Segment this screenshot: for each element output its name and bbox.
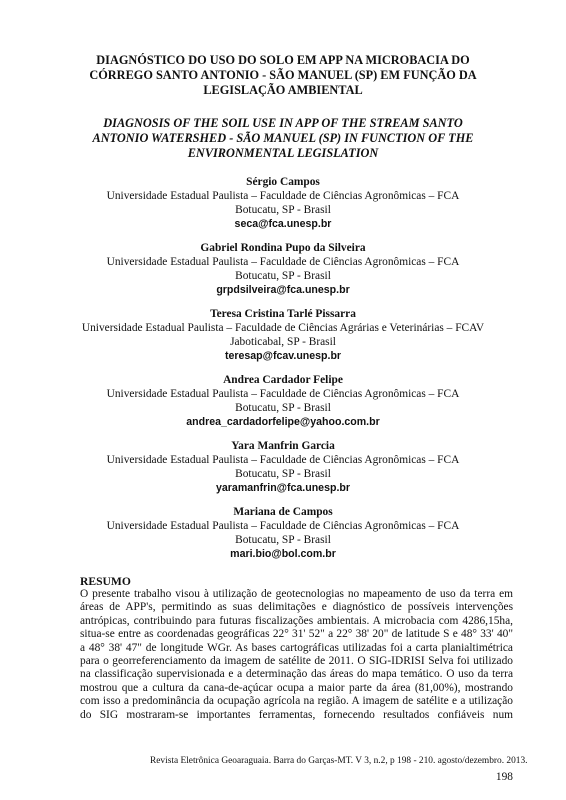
author-name: Yara Manfrin Garcia [231,440,335,452]
author-block [60,439,506,505]
abstract-line: do SIG mostraram-se importantes ferramentas, fornecendo resultados confiáveis num [80,708,513,721]
title-pt-line: DIAGNÓSTICO DO USO DO SOLO EM APP NA MICROBACIA DO [96,53,470,67]
abstract-body [80,588,513,722]
author-affiliation: Universidade Estadual Paulista – Faculdade de Ciências Agronômicas – FCA [106,520,460,532]
author-location: Botucatu, SP - Brasil [235,204,331,216]
author-block [60,373,506,439]
author-name: Andrea Cardador Felipe [223,374,343,386]
author-name: Sérgio Campos [246,176,320,188]
page-number: 198 [495,771,513,783]
author-block [60,307,506,373]
title-en-line: ANTONIO WATERSHED - SÃO MANUEL (SP) IN FUNCTION OF THE [92,131,474,145]
author-location: Jaboticabal, SP - Brasil [230,336,336,348]
author-name: Mariana de Campos [233,506,333,518]
author-name: Gabriel Rondina Pupo da Silveira [200,242,366,254]
title-pt-line: CÓRREGO SANTO ANTONIO - SÃO MANUEL (SP) EM FUNÇÃO DA [89,68,477,82]
author-affiliation: Universidade Estadual Paulista – Faculdade de Ciências Agrárias e Veterinárias – FCAV [81,322,485,334]
abstract-line: com isso a predominância da ocupação agrícola na região. A imagem de satélite e a utilização [80,695,513,708]
author-affiliation: Universidade Estadual Paulista – Faculdade de Ciências Agronômicas – FCA [106,190,460,202]
title-english [80,116,486,161]
author-location: Botucatu, SP - Brasil [235,534,331,546]
author-list [60,175,506,571]
author-block [60,505,506,571]
author-affiliation: Universidade Estadual Paulista – Faculdade de Ciências Agronômicas – FCA [106,388,460,400]
author-email: andrea_cardadorfelipe@yahoo.com.br [186,416,380,428]
author-location: Botucatu, SP - Brasil [235,402,331,414]
abstract-heading: RESUMO [80,575,131,588]
author-name: Teresa Cristina Tarlé Pissarra [210,308,356,320]
abstract-line: O presente trabalho visou à utilização de geotecnologias no mapeamento de uso da terra em [80,588,513,600]
author-block [60,175,506,241]
author-location: Botucatu, SP - Brasil [235,270,331,282]
abstract-line: situa-se entre as coordenadas geográficas 22° 31' 52" a 22° 38' 20" de latitude S e 48° 33' 40" [80,628,513,641]
author-location: Botucatu, SP - Brasil [235,468,331,480]
abstract-line: mostrou que a cultura da cana-de-açúcar ocupa a maior parte da área (81,00%), mostrando [80,681,513,694]
author-affiliation: Universidade Estadual Paulista – Faculdade de Ciências Agronômicas – FCA [106,256,460,268]
title-pt-line: LEGISLAÇÃO AMBIENTAL [203,83,363,97]
journal-footer: Revista Eletrônica Geoaraguaia. Barra do Garças-MT. V 3, n.2, p 198 - 210. agosto/dezembro. 2013. [150,756,528,766]
author-affiliation: Universidade Estadual Paulista – Faculdade de Ciências Agronômicas – FCA [106,454,460,466]
author-email: grpdsilveira@fca.unesp.br [216,284,350,296]
author-block [60,241,506,307]
title-en-line: DIAGNOSIS OF THE SOIL USE IN APP OF THE STREAM SANTO [103,116,463,130]
abstract-line: na classificação supervisionada e a determinação das áreas do mapa temático. O uso da terra [80,668,513,681]
abstract-line: antrópicas, contribuindo para futuras fiscalizações ambientais. A microbacia com 4286,15ha, [80,614,513,627]
title-portuguese [80,53,486,98]
author-email: yaramanfrin@fca.unesp.br [216,482,350,494]
abstract-line: áreas de APP's, permitindo as suas delimitações e diagnóstico de possíveis intervenções [80,601,513,614]
author-email: seca@fca.unesp.br [234,218,332,230]
author-email: mari.bio@bol.com.br [230,548,336,560]
author-email: teresap@fcav.unesp.br [224,350,342,362]
title-en-line: ENVIRONMENTAL LEGISLATION [187,146,379,160]
abstract-line: a 48° 38' 47" de longitude WGr. As bases cartográficas utilizadas foi a carta planialtimétrica [80,641,513,654]
abstract-line: para o georreferenciamento da imagem de satélite de 2011. O SIG-IDRISI Selva foi utilizado [80,655,513,668]
